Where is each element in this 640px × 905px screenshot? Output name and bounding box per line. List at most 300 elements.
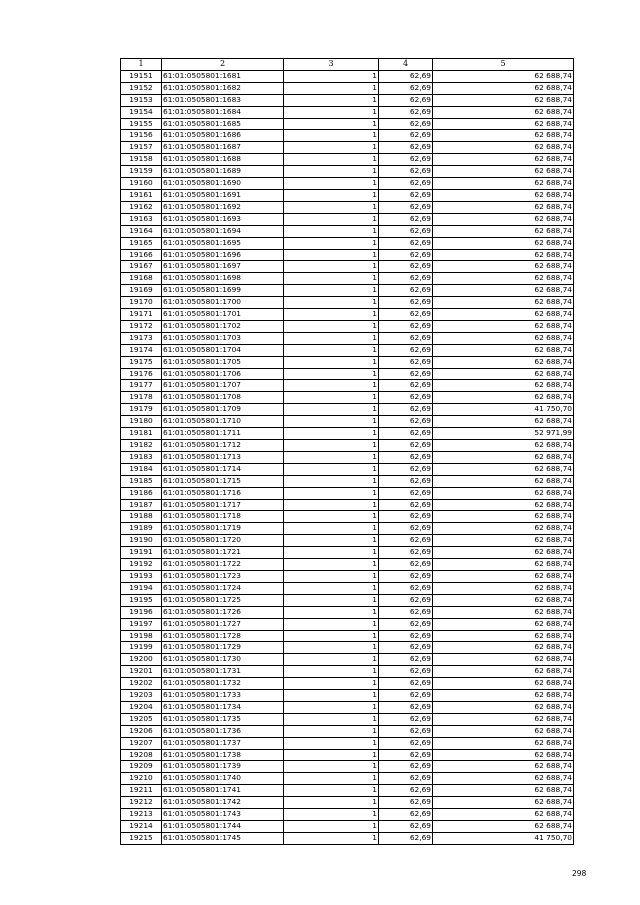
column-header-1: 1 (121, 59, 162, 71)
table-row (121, 547, 574, 559)
value-cell: 62 688,74 (433, 451, 574, 463)
area-cell: 62,69 (379, 559, 433, 571)
table-row (121, 463, 574, 475)
row-number-cell: 19183 (121, 451, 162, 463)
table-row (121, 404, 574, 416)
area-cell: 62,69 (379, 130, 433, 142)
quantity-cell: 1 (284, 654, 379, 666)
cadastral-number-cell: 61:01:0505801:1729 (162, 642, 284, 654)
row-number-cell: 19210 (121, 773, 162, 785)
cadastral-number-cell: 61:01:0505801:1698 (162, 273, 284, 285)
value-cell: 62 688,74 (433, 320, 574, 332)
area-cell: 62,69 (379, 106, 433, 118)
row-number-cell: 19214 (121, 821, 162, 833)
area-cell: 62,69 (379, 713, 433, 725)
area-cell: 62,69 (379, 82, 433, 94)
row-number-cell: 19157 (121, 142, 162, 154)
value-cell: 62 688,74 (433, 106, 574, 118)
table-row (121, 213, 574, 225)
value-cell: 62 688,74 (433, 237, 574, 249)
row-number-cell: 19160 (121, 178, 162, 190)
table-row (121, 368, 574, 380)
table-row (121, 94, 574, 106)
area-cell: 62,69 (379, 440, 433, 452)
table-row (121, 606, 574, 618)
area-cell: 62,69 (379, 654, 433, 666)
area-cell: 62,69 (379, 118, 433, 130)
cadastral-number-cell: 61:01:0505801:1697 (162, 261, 284, 273)
row-number-cell: 19172 (121, 320, 162, 332)
quantity-cell: 1 (284, 273, 379, 285)
value-cell: 62 688,74 (433, 201, 574, 213)
header-row (121, 59, 574, 71)
value-cell: 62 688,74 (433, 225, 574, 237)
table-row (121, 392, 574, 404)
cadastral-number-cell: 61:01:0505801:1721 (162, 547, 284, 559)
row-number-cell: 19215 (121, 832, 162, 844)
area-cell: 62,69 (379, 201, 433, 213)
quantity-cell: 1 (284, 178, 379, 190)
cadastral-number-cell: 61:01:0505801:1728 (162, 630, 284, 642)
row-number-cell: 19163 (121, 213, 162, 225)
row-number-cell: 19182 (121, 440, 162, 452)
quantity-cell: 1 (284, 761, 379, 773)
row-number-cell: 19207 (121, 737, 162, 749)
table-row (121, 654, 574, 666)
value-cell: 62 688,74 (433, 249, 574, 261)
page-number: 298 (572, 869, 587, 878)
row-number-cell: 19202 (121, 678, 162, 690)
table-row (121, 701, 574, 713)
row-number-cell: 19195 (121, 594, 162, 606)
value-cell: 62 688,74 (433, 142, 574, 154)
table-row (121, 499, 574, 511)
quantity-cell: 1 (284, 130, 379, 142)
cadastral-number-cell: 61:01:0505801:1733 (162, 690, 284, 702)
quantity-cell: 1 (284, 737, 379, 749)
area-cell: 62,69 (379, 701, 433, 713)
cadastral-number-cell: 61:01:0505801:1711 (162, 428, 284, 440)
value-cell: 62 688,74 (433, 630, 574, 642)
value-cell: 62 688,74 (433, 416, 574, 428)
row-number-cell: 19174 (121, 344, 162, 356)
area-cell: 62,69 (379, 142, 433, 154)
quantity-cell: 1 (284, 380, 379, 392)
area-cell: 62,69 (379, 737, 433, 749)
row-number-cell: 19212 (121, 797, 162, 809)
quantity-cell: 1 (284, 428, 379, 440)
cadastral-number-cell: 61:01:0505801:1717 (162, 499, 284, 511)
column-header-2: 2 (162, 59, 284, 71)
quantity-cell: 1 (284, 285, 379, 297)
area-cell: 62,69 (379, 309, 433, 321)
cadastral-number-cell: 61:01:0505801:1716 (162, 487, 284, 499)
cadastral-number-cell: 61:01:0505801:1688 (162, 154, 284, 166)
value-cell: 62 688,74 (433, 344, 574, 356)
area-cell: 62,69 (379, 189, 433, 201)
row-number-cell: 19194 (121, 582, 162, 594)
row-number-cell: 19186 (121, 487, 162, 499)
row-number-cell: 19159 (121, 166, 162, 178)
quantity-cell: 1 (284, 392, 379, 404)
row-number-cell: 19168 (121, 273, 162, 285)
quantity-cell: 1 (284, 547, 379, 559)
cadastral-number-cell: 61:01:0505801:1740 (162, 773, 284, 785)
quantity-cell: 1 (284, 356, 379, 368)
quantity-cell: 1 (284, 475, 379, 487)
cadastral-number-cell: 61:01:0505801:1741 (162, 785, 284, 797)
cadastral-number-cell: 61:01:0505801:1727 (162, 618, 284, 630)
area-cell: 62,69 (379, 368, 433, 380)
table-row (121, 678, 574, 690)
value-cell: 62 688,74 (433, 178, 574, 190)
cadastral-number-cell: 61:01:0505801:1704 (162, 344, 284, 356)
table-row (121, 416, 574, 428)
quantity-cell: 1 (284, 570, 379, 582)
value-cell: 52 971,99 (433, 428, 574, 440)
area-cell: 62,69 (379, 237, 433, 249)
value-cell: 62 688,74 (433, 809, 574, 821)
quantity-cell: 1 (284, 499, 379, 511)
quantity-cell: 1 (284, 666, 379, 678)
table-row (121, 618, 574, 630)
cadastral-number-cell: 61:01:0505801:1705 (162, 356, 284, 368)
area-cell: 62,69 (379, 166, 433, 178)
table-row (121, 797, 574, 809)
row-number-cell: 19180 (121, 416, 162, 428)
row-number-cell: 19165 (121, 237, 162, 249)
table-header (121, 59, 574, 71)
area-cell: 62,69 (379, 582, 433, 594)
cadastral-number-cell: 61:01:0505801:1714 (162, 463, 284, 475)
value-cell: 62 688,74 (433, 94, 574, 106)
area-cell: 62,69 (379, 511, 433, 523)
value-cell: 62 688,74 (433, 273, 574, 285)
row-number-cell: 19203 (121, 690, 162, 702)
area-cell: 62,69 (379, 809, 433, 821)
value-cell: 41 750,70 (433, 404, 574, 416)
value-cell: 62 688,74 (433, 297, 574, 309)
quantity-cell: 1 (284, 189, 379, 201)
area-cell: 62,69 (379, 320, 433, 332)
value-cell: 62 688,74 (433, 642, 574, 654)
area-cell: 62,69 (379, 380, 433, 392)
value-cell: 62 688,74 (433, 559, 574, 571)
quantity-cell: 1 (284, 154, 379, 166)
value-cell: 62 688,74 (433, 130, 574, 142)
area-cell: 62,69 (379, 630, 433, 642)
table-row (121, 440, 574, 452)
area-cell: 62,69 (379, 404, 433, 416)
table-row (121, 594, 574, 606)
quantity-cell: 1 (284, 463, 379, 475)
area-cell: 62,69 (379, 487, 433, 499)
cadastral-number-cell: 61:01:0505801:1683 (162, 94, 284, 106)
cadastral-number-cell: 61:01:0505801:1710 (162, 416, 284, 428)
cadastral-number-cell: 61:01:0505801:1720 (162, 535, 284, 547)
quantity-cell: 1 (284, 832, 379, 844)
table-row (121, 106, 574, 118)
quantity-cell: 1 (284, 416, 379, 428)
row-number-cell: 19167 (121, 261, 162, 273)
area-cell: 62,69 (379, 797, 433, 809)
area-cell: 62,69 (379, 606, 433, 618)
row-number-cell: 19153 (121, 94, 162, 106)
cadastral-number-cell: 61:01:0505801:1695 (162, 237, 284, 249)
table-row (121, 166, 574, 178)
quantity-cell: 1 (284, 82, 379, 94)
area-cell: 62,69 (379, 297, 433, 309)
area-cell: 62,69 (379, 344, 433, 356)
area-cell: 62,69 (379, 261, 433, 273)
value-cell: 62 688,74 (433, 606, 574, 618)
value-cell: 62 688,74 (433, 440, 574, 452)
row-number-cell: 19204 (121, 701, 162, 713)
quantity-cell: 1 (284, 821, 379, 833)
value-cell: 62 688,74 (433, 154, 574, 166)
table-row (121, 725, 574, 737)
cadastral-number-cell: 61:01:0505801:1703 (162, 332, 284, 344)
table-row (121, 475, 574, 487)
row-number-cell: 19164 (121, 225, 162, 237)
quantity-cell: 1 (284, 785, 379, 797)
row-number-cell: 19211 (121, 785, 162, 797)
row-number-cell: 19213 (121, 809, 162, 821)
area-cell: 62,69 (379, 749, 433, 761)
row-number-cell: 19169 (121, 285, 162, 297)
table-row (121, 297, 574, 309)
area-cell: 62,69 (379, 94, 433, 106)
area-cell: 62,69 (379, 392, 433, 404)
area-cell: 62,69 (379, 499, 433, 511)
area-cell: 62,69 (379, 547, 433, 559)
cadastral-number-cell: 61:01:0505801:1742 (162, 797, 284, 809)
area-cell: 62,69 (379, 594, 433, 606)
cadastral-number-cell: 61:01:0505801:1736 (162, 725, 284, 737)
table-row (121, 761, 574, 773)
cadastral-number-cell: 61:01:0505801:1691 (162, 189, 284, 201)
value-cell: 62 688,74 (433, 690, 574, 702)
quantity-cell: 1 (284, 725, 379, 737)
table-row (121, 666, 574, 678)
quantity-cell: 1 (284, 166, 379, 178)
value-cell: 62 688,74 (433, 499, 574, 511)
row-number-cell: 19181 (121, 428, 162, 440)
cadastral-number-cell: 61:01:0505801:1739 (162, 761, 284, 773)
cadastral-number-cell: 61:01:0505801:1684 (162, 106, 284, 118)
area-cell: 62,69 (379, 678, 433, 690)
cadastral-number-cell: 61:01:0505801:1687 (162, 142, 284, 154)
area-cell: 62,69 (379, 225, 433, 237)
value-cell: 62 688,74 (433, 475, 574, 487)
table-row (121, 487, 574, 499)
table-row (121, 570, 574, 582)
area-cell: 62,69 (379, 642, 433, 654)
area-cell: 62,69 (379, 475, 433, 487)
value-cell: 62 688,74 (433, 547, 574, 559)
row-number-cell: 19201 (121, 666, 162, 678)
area-cell: 62,69 (379, 785, 433, 797)
cadastral-number-cell: 61:01:0505801:1738 (162, 749, 284, 761)
table-row (121, 642, 574, 654)
row-number-cell: 19199 (121, 642, 162, 654)
quantity-cell: 1 (284, 701, 379, 713)
area-cell: 62,69 (379, 535, 433, 547)
cadastral-number-cell: 61:01:0505801:1737 (162, 737, 284, 749)
table-row (121, 309, 574, 321)
row-number-cell: 19200 (121, 654, 162, 666)
quantity-cell: 1 (284, 94, 379, 106)
quantity-cell: 1 (284, 404, 379, 416)
table-row (121, 237, 574, 249)
table-row (121, 249, 574, 261)
table-row (121, 785, 574, 797)
column-header-5: 5 (433, 59, 574, 71)
value-cell: 62 688,74 (433, 797, 574, 809)
table-row (121, 511, 574, 523)
cadastral-number-cell: 61:01:0505801:1724 (162, 582, 284, 594)
cadastral-number-cell: 61:01:0505801:1693 (162, 213, 284, 225)
value-cell: 62 688,74 (433, 356, 574, 368)
cadastral-number-cell: 61:01:0505801:1715 (162, 475, 284, 487)
row-number-cell: 19170 (121, 297, 162, 309)
cadastral-number-cell: 61:01:0505801:1734 (162, 701, 284, 713)
table-row (121, 261, 574, 273)
quantity-cell: 1 (284, 213, 379, 225)
table-row (121, 451, 574, 463)
value-cell: 62 688,74 (433, 82, 574, 94)
table-row (121, 773, 574, 785)
value-cell: 62 688,74 (433, 713, 574, 725)
cadastral-number-cell: 61:01:0505801:1706 (162, 368, 284, 380)
row-number-cell: 19166 (121, 249, 162, 261)
quantity-cell: 1 (284, 690, 379, 702)
quantity-cell: 1 (284, 70, 379, 82)
quantity-cell: 1 (284, 118, 379, 130)
area-cell: 62,69 (379, 725, 433, 737)
quantity-cell: 1 (284, 201, 379, 213)
registry-table (120, 58, 574, 845)
row-number-cell: 19178 (121, 392, 162, 404)
quantity-cell: 1 (284, 559, 379, 571)
row-number-cell: 19156 (121, 130, 162, 142)
area-cell: 62,69 (379, 70, 433, 82)
table-row (121, 82, 574, 94)
area-cell: 62,69 (379, 273, 433, 285)
row-number-cell: 19173 (121, 332, 162, 344)
value-cell: 62 688,74 (433, 701, 574, 713)
row-number-cell: 19151 (121, 70, 162, 82)
area-cell: 62,69 (379, 570, 433, 582)
row-number-cell: 19196 (121, 606, 162, 618)
quantity-cell: 1 (284, 332, 379, 344)
value-cell: 62 688,74 (433, 380, 574, 392)
quantity-cell: 1 (284, 368, 379, 380)
quantity-cell: 1 (284, 618, 379, 630)
quantity-cell: 1 (284, 344, 379, 356)
quantity-cell: 1 (284, 630, 379, 642)
cadastral-number-cell: 61:01:0505801:1690 (162, 178, 284, 190)
quantity-cell: 1 (284, 773, 379, 785)
area-cell: 62,69 (379, 178, 433, 190)
cadastral-number-cell: 61:01:0505801:1719 (162, 523, 284, 535)
value-cell: 62 688,74 (433, 487, 574, 499)
row-number-cell: 19158 (121, 154, 162, 166)
cadastral-number-cell: 61:01:0505801:1686 (162, 130, 284, 142)
row-number-cell: 19198 (121, 630, 162, 642)
value-cell: 62 688,74 (433, 332, 574, 344)
area-cell: 62,69 (379, 463, 433, 475)
cadastral-number-cell: 61:01:0505801:1718 (162, 511, 284, 523)
table-row (121, 737, 574, 749)
cadastral-number-cell: 61:01:0505801:1682 (162, 82, 284, 94)
table-row (121, 690, 574, 702)
table-row (121, 154, 574, 166)
row-number-cell: 19209 (121, 761, 162, 773)
value-cell: 62 688,74 (433, 261, 574, 273)
value-cell: 62 688,74 (433, 618, 574, 630)
table-row (121, 70, 574, 82)
value-cell: 62 688,74 (433, 725, 574, 737)
row-number-cell: 19179 (121, 404, 162, 416)
area-cell: 62,69 (379, 821, 433, 833)
quantity-cell: 1 (284, 440, 379, 452)
quantity-cell: 1 (284, 237, 379, 249)
value-cell: 62 688,74 (433, 761, 574, 773)
quantity-cell: 1 (284, 606, 379, 618)
value-cell: 41 750,70 (433, 832, 574, 844)
row-number-cell: 19162 (121, 201, 162, 213)
value-cell: 62 688,74 (433, 737, 574, 749)
value-cell: 62 688,74 (433, 570, 574, 582)
table-row (121, 749, 574, 761)
row-number-cell: 19192 (121, 559, 162, 571)
cadastral-number-cell: 61:01:0505801:1707 (162, 380, 284, 392)
quantity-cell: 1 (284, 297, 379, 309)
value-cell: 62 688,74 (433, 582, 574, 594)
cadastral-number-cell: 61:01:0505801:1731 (162, 666, 284, 678)
quantity-cell: 1 (284, 320, 379, 332)
table-row (121, 201, 574, 213)
row-number-cell: 19176 (121, 368, 162, 380)
area-cell: 62,69 (379, 249, 433, 261)
value-cell: 62 688,74 (433, 654, 574, 666)
cadastral-number-cell: 61:01:0505801:1692 (162, 201, 284, 213)
cadastral-number-cell: 61:01:0505801:1696 (162, 249, 284, 261)
cadastral-number-cell: 61:01:0505801:1702 (162, 320, 284, 332)
row-number-cell: 19197 (121, 618, 162, 630)
value-cell: 62 688,74 (433, 463, 574, 475)
table-row (121, 344, 574, 356)
table-row (121, 523, 574, 535)
cadastral-number-cell: 61:01:0505801:1730 (162, 654, 284, 666)
cadastral-number-cell: 61:01:0505801:1709 (162, 404, 284, 416)
row-number-cell: 19205 (121, 713, 162, 725)
row-number-cell: 19171 (121, 309, 162, 321)
quantity-cell: 1 (284, 749, 379, 761)
area-cell: 62,69 (379, 213, 433, 225)
row-number-cell: 19190 (121, 535, 162, 547)
area-cell: 62,69 (379, 451, 433, 463)
row-number-cell: 19208 (121, 749, 162, 761)
row-number-cell: 19184 (121, 463, 162, 475)
area-cell: 62,69 (379, 356, 433, 368)
value-cell: 62 688,74 (433, 70, 574, 82)
quantity-cell: 1 (284, 451, 379, 463)
table-row (121, 178, 574, 190)
value-cell: 62 688,74 (433, 392, 574, 404)
area-cell: 62,69 (379, 285, 433, 297)
